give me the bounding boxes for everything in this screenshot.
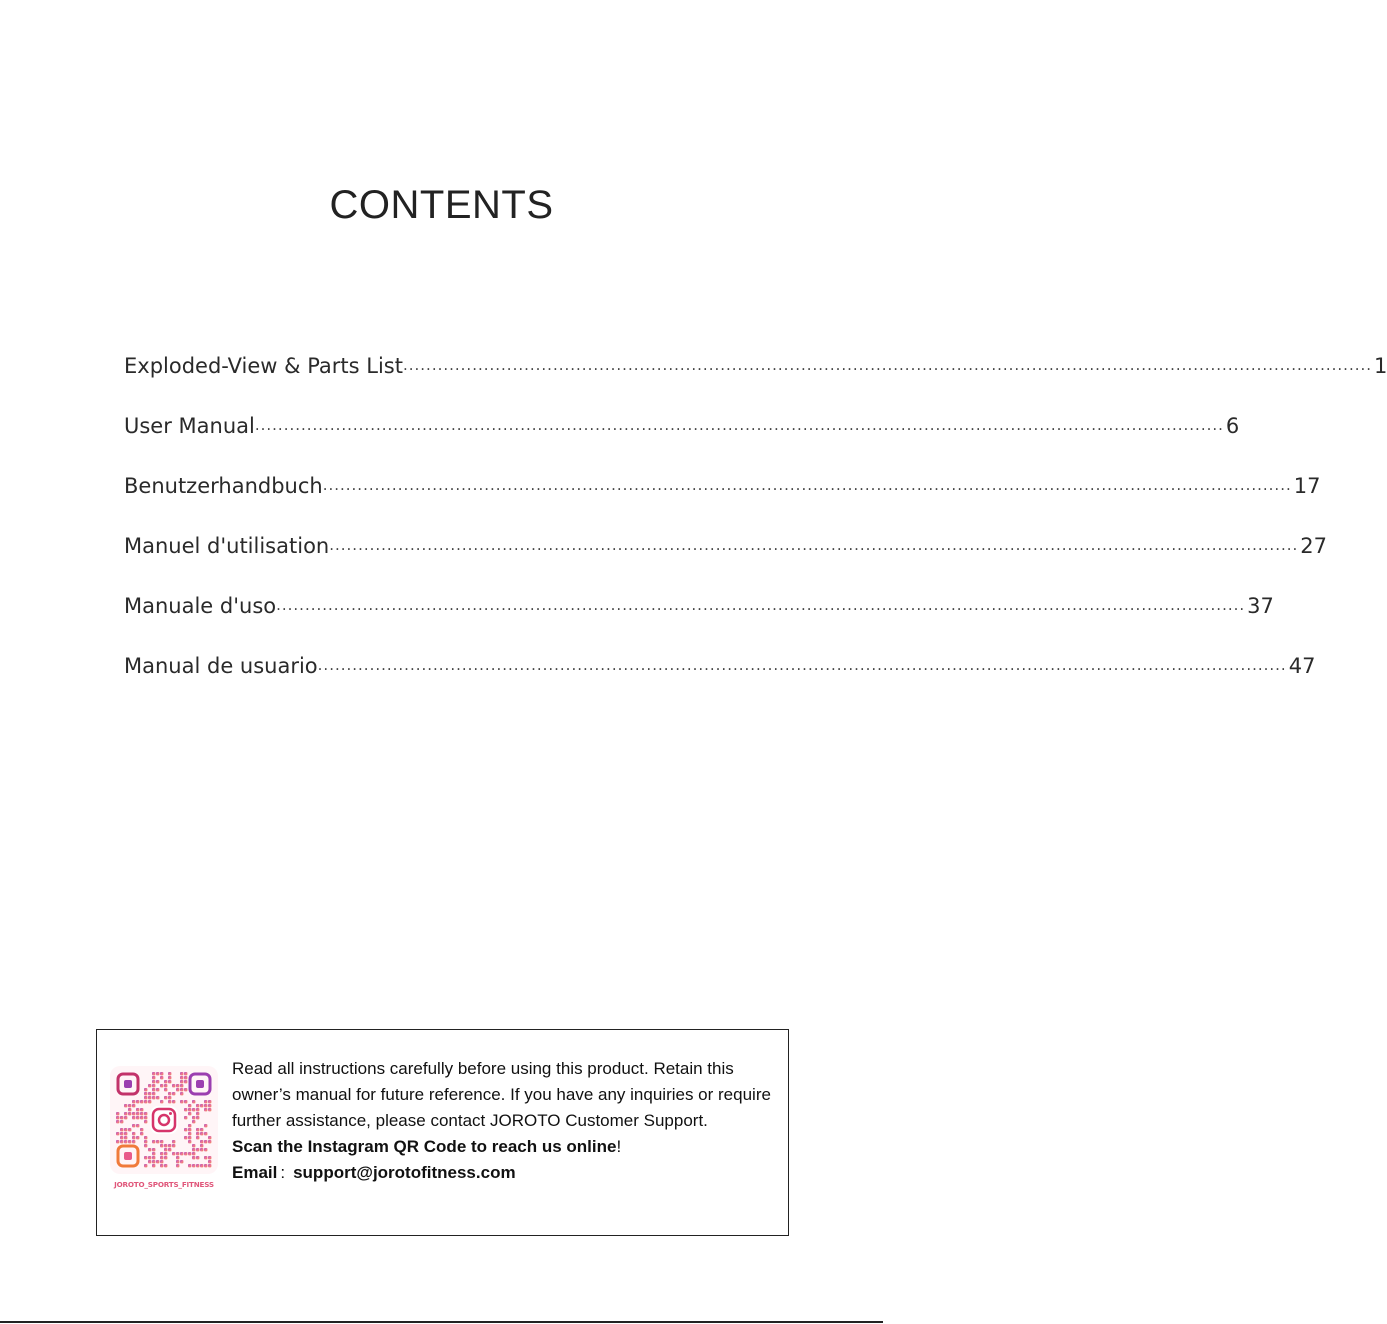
qr-module: [184, 1072, 187, 1075]
qr-module: [192, 1164, 195, 1167]
qr-module: [208, 1160, 211, 1163]
qr-module: [120, 1136, 123, 1139]
qr-module: [152, 1140, 155, 1143]
toc-entry[interactable]: [124, 438, 1321, 498]
qr-module: [140, 1132, 143, 1135]
toc-entry-label: Exploded-View & Parts List: [124, 354, 403, 378]
qr-module: [196, 1108, 199, 1111]
qr-module: [176, 1084, 179, 1087]
qr-module: [144, 1136, 147, 1139]
qr-module: [132, 1100, 135, 1103]
qr-module: [152, 1092, 155, 1095]
qr-module: [152, 1088, 155, 1091]
qr-module: [132, 1112, 135, 1115]
qr-module: [180, 1100, 183, 1103]
qr-module: [160, 1076, 163, 1079]
qr-module: [156, 1140, 159, 1143]
qr-module: [120, 1116, 123, 1119]
qr-module: [184, 1076, 187, 1079]
qr-module: [164, 1084, 167, 1087]
qr-module: [160, 1084, 163, 1087]
qr-module: [196, 1104, 199, 1107]
qr-module: [140, 1100, 143, 1103]
qr-module: [192, 1120, 195, 1123]
qr-module: [176, 1152, 179, 1155]
toc-entry[interactable]: [124, 318, 1387, 378]
qr-module: [168, 1096, 171, 1099]
qr-module: [160, 1164, 163, 1167]
qr-module: [128, 1128, 131, 1131]
qr-module: [136, 1100, 139, 1103]
qr-module: [136, 1108, 139, 1111]
qr-module: [132, 1136, 135, 1139]
qr-module: [140, 1128, 143, 1131]
qr-module: [152, 1152, 155, 1155]
qr-module: [152, 1164, 155, 1167]
qr-module: [120, 1120, 123, 1123]
toc-entry-page: 17: [1293, 474, 1321, 498]
qr-module: [184, 1100, 187, 1103]
qr-module: [132, 1132, 135, 1135]
qr-module: [168, 1076, 171, 1079]
qr-module: [160, 1072, 163, 1075]
qr-module: [204, 1100, 207, 1103]
qr-module: [164, 1148, 167, 1151]
qr-module: [124, 1104, 127, 1107]
qr-module: [208, 1136, 211, 1139]
qr-module: [196, 1156, 199, 1159]
dot-leader: ........................................................................................................................................................................: [402, 356, 1373, 374]
qr-module: [144, 1156, 147, 1159]
scan-punct: !: [616, 1137, 622, 1156]
qr-module: [188, 1140, 191, 1143]
qr-module: [180, 1080, 183, 1083]
qr-module: [152, 1080, 155, 1083]
scan-text: Scan the Instagram QR Code to reach us online: [232, 1137, 617, 1156]
qr-module: [160, 1156, 163, 1159]
qr-module: [160, 1100, 163, 1103]
qr-module: [184, 1108, 187, 1111]
toc-entry-label: Benutzerhandbuch: [124, 474, 323, 498]
qr-module: [148, 1100, 151, 1103]
qr-module: [116, 1140, 119, 1143]
toc-entry[interactable]: [124, 498, 1328, 558]
notice-text: [232, 1056, 780, 1186]
email-separator: :: [280, 1163, 286, 1182]
qr-module: [148, 1084, 151, 1087]
qr-module: [172, 1144, 175, 1147]
qr-module: [208, 1108, 211, 1111]
page-title: CONTENTS: [329, 183, 554, 227]
qr-module: [180, 1092, 183, 1095]
qr-module: [184, 1136, 187, 1139]
qr-module: [192, 1152, 195, 1155]
qr-module: [192, 1108, 195, 1111]
dot-leader: ........................................................................................................................................................................: [329, 536, 1299, 554]
qr-module: [140, 1108, 143, 1111]
qr-module: [192, 1116, 195, 1119]
qr-module: [152, 1072, 155, 1075]
qr-module: [172, 1092, 175, 1095]
qr-module: [200, 1132, 203, 1135]
qr-module: [164, 1096, 167, 1099]
qr-module: [208, 1140, 211, 1143]
qr-module: [116, 1120, 119, 1123]
qr-module: [144, 1140, 147, 1143]
qr-module: [200, 1148, 203, 1151]
qr-module: [152, 1156, 155, 1159]
qr-module: [184, 1080, 187, 1083]
dot-leader: ........................................................................................................................................................................: [276, 596, 1246, 614]
qr-module: [200, 1140, 203, 1143]
qr-module: [188, 1104, 191, 1107]
qr-module: [124, 1140, 127, 1143]
qr-module: [196, 1132, 199, 1135]
qr-module: [160, 1140, 163, 1143]
qr-module: [144, 1112, 147, 1115]
qr-module: [204, 1140, 207, 1143]
qr-module: [196, 1128, 199, 1131]
qr-module: [164, 1156, 167, 1159]
qr-module: [156, 1080, 159, 1083]
qr-module: [160, 1160, 163, 1163]
qr-module: [144, 1088, 147, 1091]
toc-entry-page: 47: [1288, 654, 1316, 678]
qr-module: [208, 1164, 211, 1167]
qr-module: [120, 1132, 123, 1135]
qr-module: [184, 1128, 187, 1131]
qr-module: [196, 1116, 199, 1119]
qr-module: [164, 1144, 167, 1147]
qr-module: [204, 1108, 207, 1111]
qr-module: [196, 1164, 199, 1167]
qr-module: [128, 1140, 131, 1143]
email-line: [232, 1160, 780, 1186]
qr-module: [188, 1124, 191, 1127]
qr-module: [164, 1164, 167, 1167]
qr-module: [140, 1112, 143, 1115]
qr-module: [188, 1132, 191, 1135]
qr-module: [156, 1096, 159, 1099]
qr-module: [136, 1136, 139, 1139]
qr-module: [144, 1120, 147, 1123]
qr-module: [176, 1156, 179, 1159]
email-label: Email: [232, 1163, 278, 1182]
qr-module: [204, 1164, 207, 1167]
qr-module: [156, 1160, 159, 1163]
qr-module: [132, 1140, 135, 1143]
qr-code-graphic: [110, 1066, 218, 1192]
toc-entry-page: 37: [1247, 594, 1274, 618]
qr-module: [192, 1100, 195, 1103]
qr-module: [144, 1096, 147, 1099]
qr-module: [180, 1160, 183, 1163]
qr-module: [152, 1076, 155, 1079]
email-address-link[interactable]: support@jorotofitness.com: [293, 1163, 516, 1182]
qr-module: [124, 1116, 127, 1119]
qr-module: [200, 1144, 203, 1147]
qr-module: [124, 1112, 127, 1115]
qr-module: [168, 1072, 171, 1075]
qr-module: [120, 1128, 123, 1131]
qr-module: [160, 1144, 163, 1147]
toc-entry-label: User Manual: [124, 414, 255, 438]
dot-leader: ........................................................................................................................................................................: [322, 476, 1292, 494]
qr-module: [208, 1104, 211, 1107]
qr-module: [172, 1100, 175, 1103]
qr-module: [144, 1100, 147, 1103]
qr-module: [208, 1100, 211, 1103]
qr-module: [156, 1088, 159, 1091]
qr-module: [116, 1112, 119, 1115]
qr-module: [148, 1160, 151, 1163]
dot-leader: ........................................................................................................................................................................: [317, 656, 1287, 674]
qr-module: [124, 1136, 127, 1139]
qr-module: [148, 1096, 151, 1099]
toc-entry[interactable]: [124, 378, 1240, 438]
qr-module: [136, 1124, 139, 1127]
qr-module: [188, 1108, 191, 1111]
toc-entry-label: Manual de usuario: [124, 654, 318, 678]
qr-module: [116, 1132, 119, 1135]
qr-module: [200, 1164, 203, 1167]
qr-module: [176, 1160, 179, 1163]
toc-entry-label: Manuale d'uso: [124, 594, 277, 618]
table-of-contents: [124, 318, 1387, 678]
qr-module: [172, 1152, 175, 1155]
qr-module: [116, 1116, 119, 1119]
qr-module: [204, 1104, 207, 1107]
qr-module: [168, 1148, 171, 1151]
qr-module: [188, 1152, 191, 1155]
qr-module: [176, 1088, 179, 1091]
qr-module: [196, 1148, 199, 1151]
qr-module: [192, 1144, 195, 1147]
qr-module: [180, 1084, 183, 1087]
qr-module: [124, 1132, 127, 1135]
notice-paragraph: Read all instructions carefully before using this product. Retain this owner’s manual for future reference. If you have any inquiries or require further assistance, please contact JOROTO Customer Support.: [232, 1059, 771, 1130]
qr-module: [144, 1144, 147, 1147]
qr-module: [128, 1112, 131, 1115]
qr-module: [160, 1152, 163, 1155]
qr-module: [144, 1116, 147, 1119]
qr-module: [176, 1164, 179, 1167]
qr-module: [192, 1148, 195, 1151]
qr-module: [196, 1136, 199, 1139]
qr-module: [136, 1116, 139, 1119]
qr-module: [188, 1136, 191, 1139]
qr-module: [156, 1072, 159, 1075]
qr-module: [184, 1116, 187, 1119]
qr-module: [200, 1128, 203, 1131]
qr-module: [148, 1092, 151, 1095]
qr-module: [152, 1160, 155, 1163]
dot-leader: ........................................................................................................................................................................: [254, 416, 1224, 434]
qr-module: [172, 1084, 175, 1087]
qr-module: [128, 1104, 131, 1107]
qr-module: [204, 1148, 207, 1151]
qr-module: [188, 1112, 191, 1115]
qr-module: [148, 1156, 151, 1159]
qr-module: [168, 1144, 171, 1147]
qr-module: [152, 1096, 155, 1099]
qr-module: [136, 1112, 139, 1115]
qr-module: [204, 1156, 207, 1159]
qr-module: [120, 1140, 123, 1143]
qr-module: [132, 1124, 135, 1127]
qr-module: [168, 1092, 171, 1095]
qr-module: [184, 1152, 187, 1155]
qr-module: [164, 1088, 167, 1091]
qr-module: [196, 1112, 199, 1115]
qr-module: [180, 1088, 183, 1091]
qr-module: [168, 1100, 171, 1103]
qr-module: [192, 1156, 195, 1159]
bottom-divider: [0, 1321, 883, 1323]
scan-instruction: [232, 1134, 780, 1160]
qr-module: [132, 1104, 135, 1107]
qr-module: [180, 1072, 183, 1075]
qr-module: [144, 1092, 147, 1095]
qr-module: [204, 1132, 207, 1135]
toc-entry-page: 27: [1300, 534, 1328, 558]
instagram-qr-code[interactable]: [110, 1066, 218, 1192]
qr-module: [168, 1080, 171, 1083]
qr-module: [164, 1152, 167, 1155]
qr-module: [124, 1128, 127, 1131]
qr-module: [188, 1128, 191, 1131]
qr-module: [140, 1116, 143, 1119]
qr-module: [152, 1084, 155, 1087]
qr-module: [208, 1156, 211, 1159]
qr-module: [188, 1164, 191, 1167]
qr-module: [132, 1116, 135, 1119]
svg-text:JOROTO_SPORTS_FITNESS: JOROTO_SPORTS_FITNESS: [114, 1180, 214, 1189]
qr-module: [204, 1124, 207, 1127]
qr-module: [172, 1140, 175, 1143]
qr-module: [180, 1076, 183, 1079]
toc-entry-page: 6: [1225, 414, 1240, 438]
toc-entry-label: Manuel d'utilisation: [124, 534, 330, 558]
qr-module: [148, 1148, 151, 1151]
qr-module: [180, 1152, 183, 1155]
qr-module: [152, 1148, 155, 1151]
toc-entry[interactable]: [124, 618, 1316, 678]
qr-module: [200, 1104, 203, 1107]
qr-module: [128, 1108, 131, 1111]
toc-entry[interactable]: [124, 558, 1274, 618]
qr-module: [164, 1080, 167, 1083]
qr-module: [144, 1164, 147, 1167]
instagram-icon: [150, 1106, 178, 1134]
qr-module: [184, 1088, 187, 1091]
toc-entry-page: 1: [1374, 354, 1387, 378]
